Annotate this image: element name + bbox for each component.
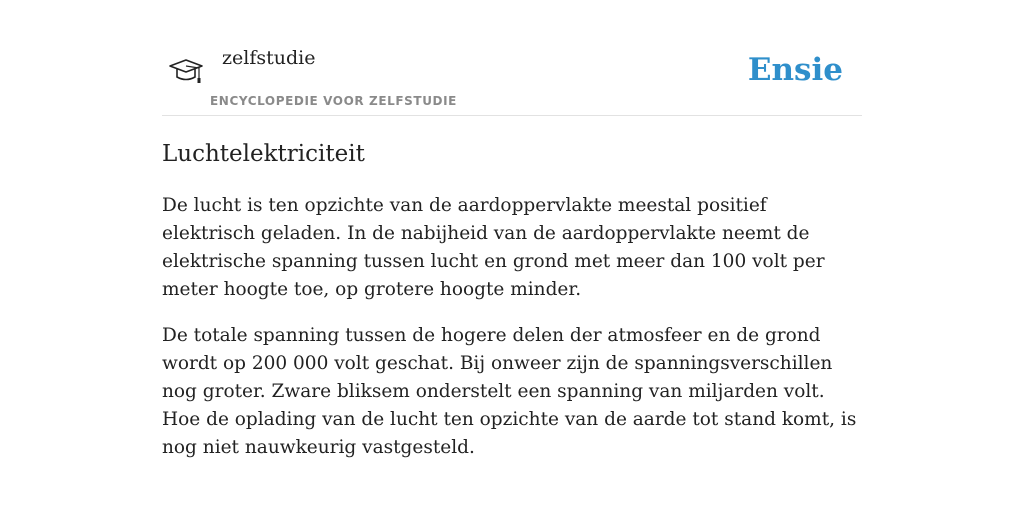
- article-title: Luchtelektriciteit: [162, 141, 365, 167]
- article-paragraph: De totale spanning tussen de hogere delen der atmosfeer en de grond wordt op 200 000 volt geschat. Bij onweer zijn de spanningsverschillen nog groter. Zware bliksem onderstelt een spanning van miljarden volt. Hoe de oplading van de lucht ten opzichte van de aarde tot stand komt, is nog niet nauwkeurig vastgesteld.: [162, 325, 857, 458]
- site-header: [162, 0, 862, 116]
- article-body: [162, 192, 862, 480]
- page: [162, 0, 862, 512]
- brand-name-link[interactable]: zelfstudie: [222, 47, 316, 69]
- ensie-logo-link[interactable]: Ensie: [747, 52, 843, 88]
- article-paragraph: De lucht is ten opzichte van de aardoppervlakte meestal positief elektrisch geladen. In de nabijheid van de aardoppervlakte neemt de elektrische spanning tussen lucht en grond met meer dan 100 volt per meter hoogte toe, op grotere hoogte minder.: [162, 195, 825, 300]
- graduation-cap-icon[interactable]: [166, 52, 208, 92]
- site-tagline: ENCYCLOPEDIE VOOR ZELFSTUDIE: [210, 94, 457, 108]
